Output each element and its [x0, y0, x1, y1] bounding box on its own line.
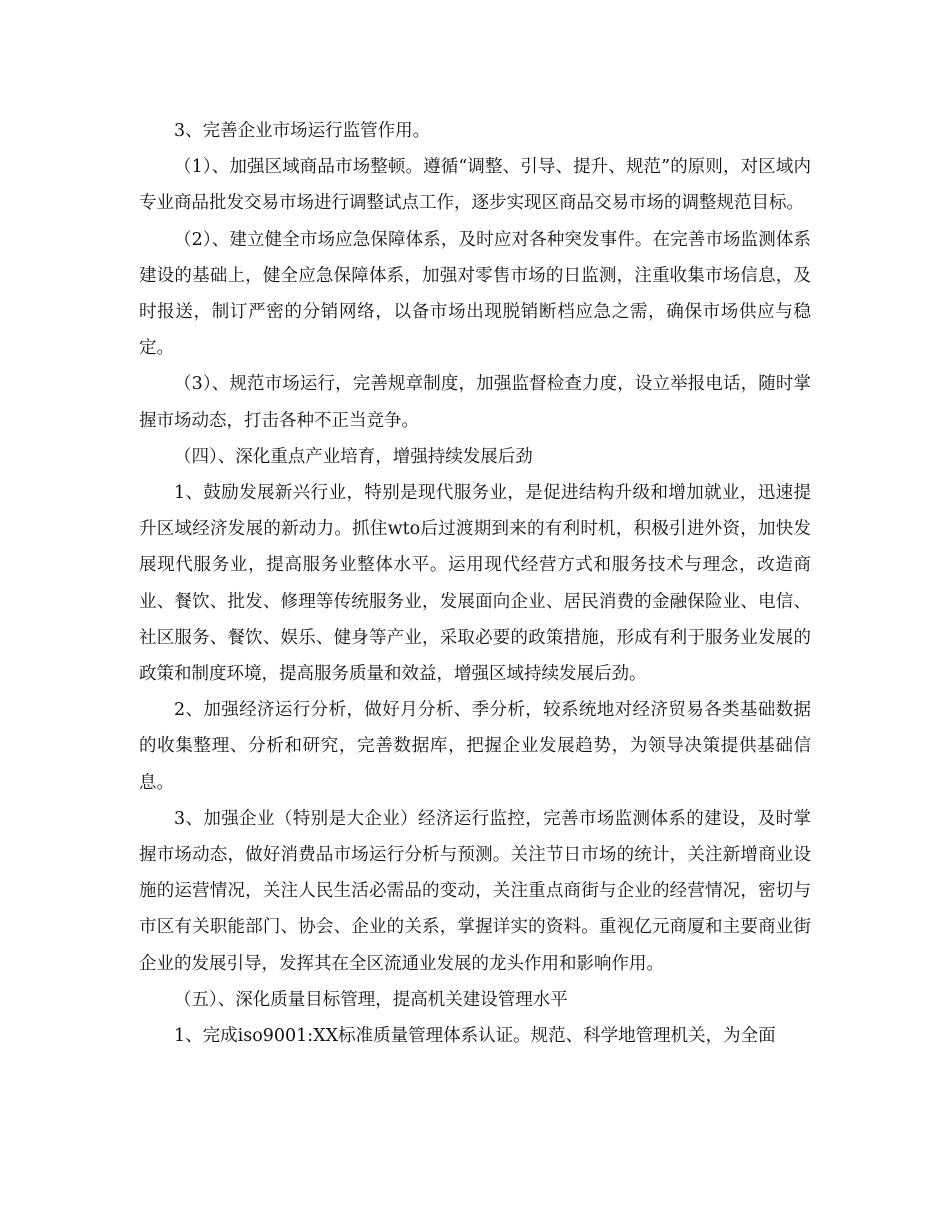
paragraph-3: （2）、建立健全市场应急保障体系，及时应对各种突发事件。在完善市场监测体系建设的基础上，健全应急保障体系，加强对零售市场的日监测，注重收集市场信息，及时报送，制订严密的分销网络，以备市场出现脱销断档应急之需，确保市场供应与稳定。: [139, 229, 811, 359]
paragraph-4: （3）、规范市场运行，完善规章制度，加强监督检查力度，设立举报电话，随时掌握市场动态，打击各种不正当竞争。: [139, 374, 811, 431]
paragraph-7: 3、加强企业（特别是大企业）经济运行监控，完善市场监测体系的建设，及时掌握市场动态，做好消费品市场运行分析与预测。关注节日市场的统计，关注新增商业设施的运营情况，关注人民生活必需品的变动，关注重点商街与企业的经营情况，密切与市区有关职能部门、协会、企业的关系，掌握详实的资料。重视亿元商厦和主要商业街企业的发展引导，发挥其在全区流通业发展的龙头作用和影响作用。: [139, 808, 811, 974]
paragraph-6: 2、加强经济运行分析，做好月分析、季分析，较系统地对经济贸易各类基础数据的收集整理、分析和研究，完善数据库，把握企业发展趋势，为领导决策提供基础信息。: [139, 700, 811, 793]
section-heading-5: （五）、深化质量目标管理，提高机关建设管理水平: [174, 989, 568, 1010]
paragraph-5: 1、鼓励发展新兴行业，特别是现代服务业，是促进结构升级和增加就业，迅速提升区域经济发展的新动力。抓住wto后过渡期到来的有利时机，积极引进外资，加快发展现代服务业，提高服务业整体水平。运用现代经营方式和服务技术与理念，改造商业、餐饮、批发、修理等传统服务业，发展面向企业、居民消费的金融保险业、电信、社区服务、餐饮、娱乐、健身等产业，采取必要的政策措施，形成有利于服务业发展的政策和制度环境，提高服务质量和效益，增强区域持续发展后劲。: [139, 483, 811, 685]
paragraph-8: 1、完成iso9001:XX标准质量管理体系认证。规范、科学地管理机关，为全面: [174, 1026, 776, 1047]
section-heading-4: （四）、深化重点产业培育，增强持续发展后劲: [174, 446, 533, 467]
paragraph-1: 3、完善企业市场运行监管作用。: [174, 121, 431, 141]
document-body: [139, 113, 811, 1054]
paragraph-2: （1）、加强区域商品市场整顿。遵循“调整、引导、提升、规范”的原则，对区域内专业商品批发交易市场进行调整试点工作，逐步实现区商品交易市场的调整规范目标。: [139, 157, 811, 214]
